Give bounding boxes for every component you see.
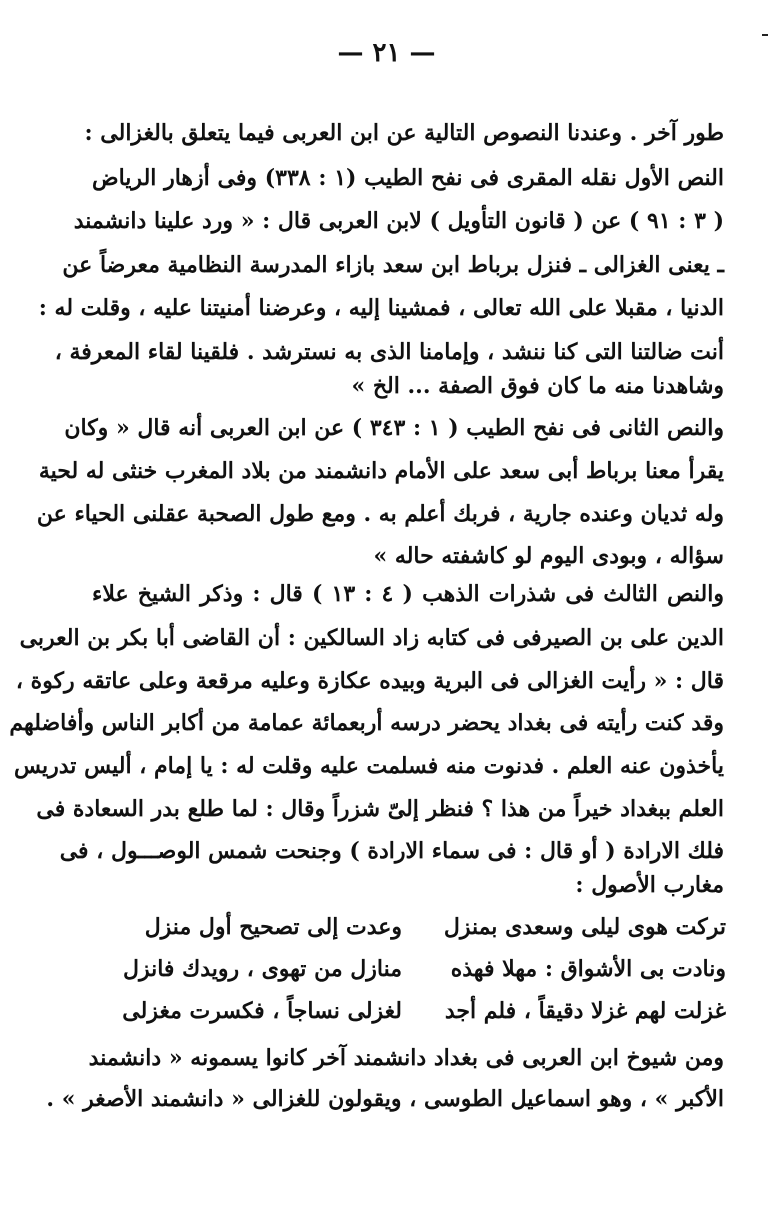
verse-hemistich-right: تركت هوى ليلى وسعدى بمنزل (443, 914, 726, 940)
verse-hemistich-left: منازل من تهوى ، رويدك فانزل (122, 956, 402, 982)
verse-hemistich-right: غزلت لهم غزلا دقيقاً ، فلم أجد (444, 998, 726, 1024)
text-line: العلم ببغداد خيراً من هذا ؟ فنظر إلىّ شزراً وقال : لما طلع بدر السعادة فى (36, 796, 724, 822)
text-line: ( ٣ : ٩١ ) عن ( قانون التأويل ) لابن العربى قال : « ورد علينا دانشمند (73, 208, 724, 234)
text-line: قال : « رأيت الغزالى فى البرية وبيده عكازة وعليه مرقعة وعلى عاتقه ركوة ، (15, 668, 724, 694)
text-line: ومن شيوخ ابن العربى فى بغداد دانشمند آخر كانوا يسمونه « دانشمند (88, 1045, 724, 1071)
text-line: ـ يعنى الغزالى ـ فنزل برباط ابن سعد بازاء المدرسة النظامية معرضاً عن (62, 252, 724, 278)
verse-hemistich-left: وعدت إلى تصحيح أول منزل (144, 914, 402, 940)
text-line: وقد كنت رأيته فى بغداد يحضر درسه أربعمائة عمامة من أكابر الناس وأفاضلهم (9, 710, 724, 736)
text-line: وله ثديان وعنده جارية ، فربك أعلم به . ومع طول الصحبة عقلنى الحياء عن (36, 501, 724, 527)
text-line: فلك الارادة ( أو قال : فى سماء الارادة ) وجنحت شمس الوصـــول ، فى (59, 838, 724, 864)
verse-hemistich-right: ونادت بى الأشواق : مهلا فهذه (450, 956, 726, 982)
text-line: طور آخر . وعندنا النصوص التالية عن ابن العربى فيما يتعلق بالغزالى : (84, 120, 724, 146)
text-line: سؤاله ، وبودى اليوم لو كاشفته حاله » (373, 543, 724, 569)
text-line: والنص الثالث فى شذرات الذهب ( ٤ : ١٣ ) قال : وذكر الشيخ علاء (92, 581, 724, 607)
text-line: مغارب الأصول : (575, 872, 724, 898)
text-line: الدين على بن الصيرفى فى كتابه زاد السالكين : أن القاضى أبا بكر بن العربى (19, 625, 724, 651)
text-line: يقرأ معنا برباط أبى سعد على الأمام دانشمند من بلاد المغرب خنثى له لحية (38, 458, 724, 484)
verse-hemistich-left: لغزلى نساجاً ، فكسرت مغزلى (122, 998, 402, 1024)
text-line: الدنيا ، مقبلا على الله تعالى ، فمشينا إليه ، وعرضنا أمنيتنا عليه ، وقلت له : (38, 295, 724, 321)
text-line: وشاهدنا منه ما كان فوق الصفة ... الخ » (351, 373, 724, 399)
text-line: أنت ضالتنا التى كنا ننشد ، وإمامنا الذى به نسترشد . فلقينا لقاء المعرفة ، (54, 339, 724, 365)
text-line: الأكبر » ، وهو اسماعيل الطوسى ، ويقولون للغزالى « دانشمند الأصغر » . (46, 1086, 724, 1112)
text-line: يأخذون عنه العلم . فدنوت منه فسلمت عليه وقلت له : يا إمام ، أليس تدريس (13, 753, 724, 779)
page-number: — ٢١ — (337, 38, 436, 68)
text-line: النص الأول نقله المقرى فى نفح الطيب (١ : ٣٣٨) وفى أزهار الرياض (92, 165, 724, 191)
text-line: والنص الثانى فى نفح الطيب ( ١ : ٣٤٣ ) عن ابن العربى أنه قال « وكان (64, 415, 724, 441)
